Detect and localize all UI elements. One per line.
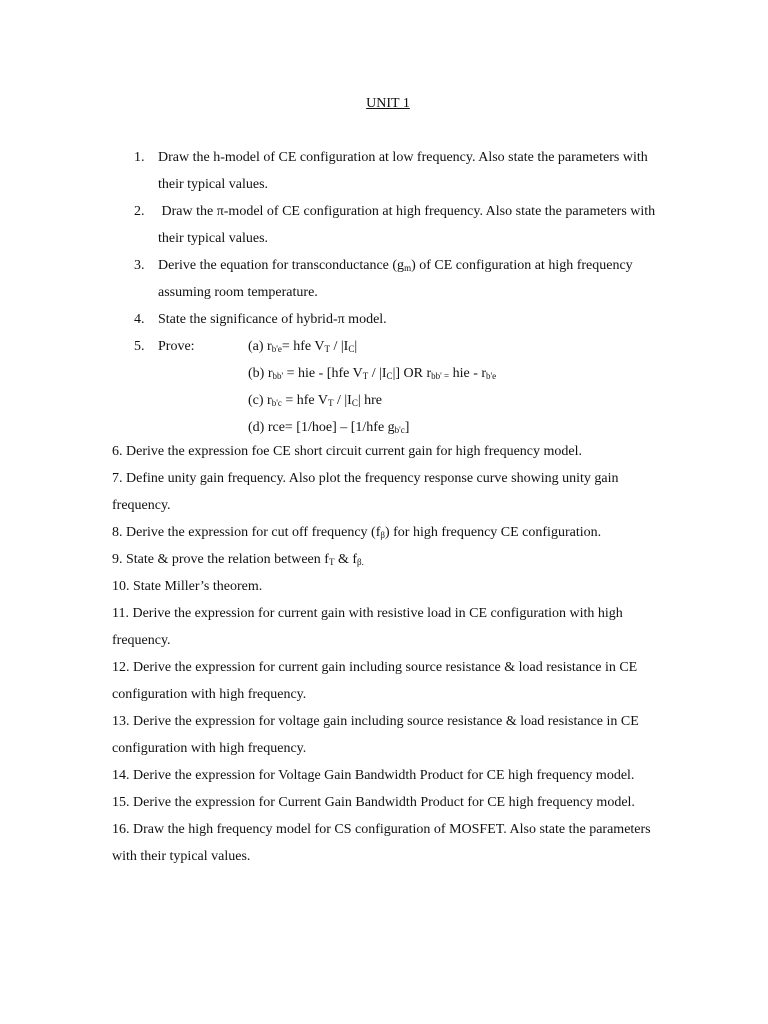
question-9: 9. State & prove the relation between $f_T$ & $f_{\beta.}$	[112, 552, 364, 567]
equation-d: (d) rce= [1/hoe] – [1/hfe $g_{b'c}$]	[248, 420, 410, 435]
question-5-prove-b	[158, 360, 668, 387]
question-6: 6. Derive the expression foe CE short circuit current gain for high frequency model.	[112, 444, 583, 459]
question-number: 5.	[134, 339, 145, 354]
question-4	[134, 306, 668, 333]
question-16: 16. Draw the high frequency model for CS configuration of MOSFET. Also state the parameters with their typical values.	[112, 822, 651, 864]
question-5-prove-a	[134, 333, 668, 360]
question-number: 1.	[134, 150, 145, 165]
question-number: 2.	[134, 204, 145, 219]
question-text: Draw the π-model of CE configuration at high frequency. Also state the parameters with their typical values.	[158, 204, 659, 246]
question-10: 10. State Miller’s theorem.	[112, 579, 263, 594]
question-15: 15. Derive the expression for Current Gain Bandwidth Product for CE high frequency model.	[112, 795, 635, 810]
question-1	[134, 144, 668, 198]
prove-label: Prove:	[158, 339, 195, 354]
plain-question-list	[112, 438, 664, 870]
question-7: 7. Define unity gain frequency. Also plot the frequency response curve showing unity gain frequency.	[112, 471, 619, 513]
question-5-prove-d	[158, 414, 668, 441]
question-text: Derive the equation for transconductance $(g_m)$ of CE configuration at high frequency assuming room temperature.	[158, 258, 633, 300]
numbered-question-list	[0, 144, 668, 441]
question-3	[134, 252, 668, 306]
question-text: Draw the h-model of CE configuration at low frequency. Also state the parameters with their typical values.	[158, 150, 648, 192]
question-text: State the significance of hybrid-π model.	[158, 312, 387, 327]
question-5-prove-c	[158, 387, 668, 414]
question-11: 11. Derive the expression for current gain with resistive load in CE configuration with high frequency.	[112, 606, 623, 648]
question-8: 8. Derive the expression for cut off frequency $(f_\beta)$ for high frequency CE configuration.	[112, 525, 602, 540]
question-number: 3.	[134, 258, 145, 273]
question-number: 4.	[134, 312, 145, 327]
question-2	[134, 198, 668, 252]
equation-a: (a) $r_{b'e}=$ hfe $V_T / |I_C|$	[248, 339, 358, 354]
question-13: 13. Derive the expression for voltage gain including source resistance & load resistance in CE configuration with high frequency.	[112, 714, 639, 756]
page-title: UNIT 1	[366, 96, 410, 111]
question-14: 14. Derive the expression for Voltage Gain Bandwidth Product for CE high frequency model.	[112, 768, 635, 783]
question-12: 12. Derive the expression for current gain including source resistance & load resistance in CE configuration with high frequency.	[112, 660, 638, 702]
equation-b: (b) $r_{bb'}$ = hie - [hfe $V_T / |I_C|$] OR $r_{bb' =}$ hie - $r_{b'e}$	[248, 366, 497, 381]
equation-c: (c) $r_{b'c}$ = hfe $V_T / |I_C|$ hre	[248, 393, 383, 408]
